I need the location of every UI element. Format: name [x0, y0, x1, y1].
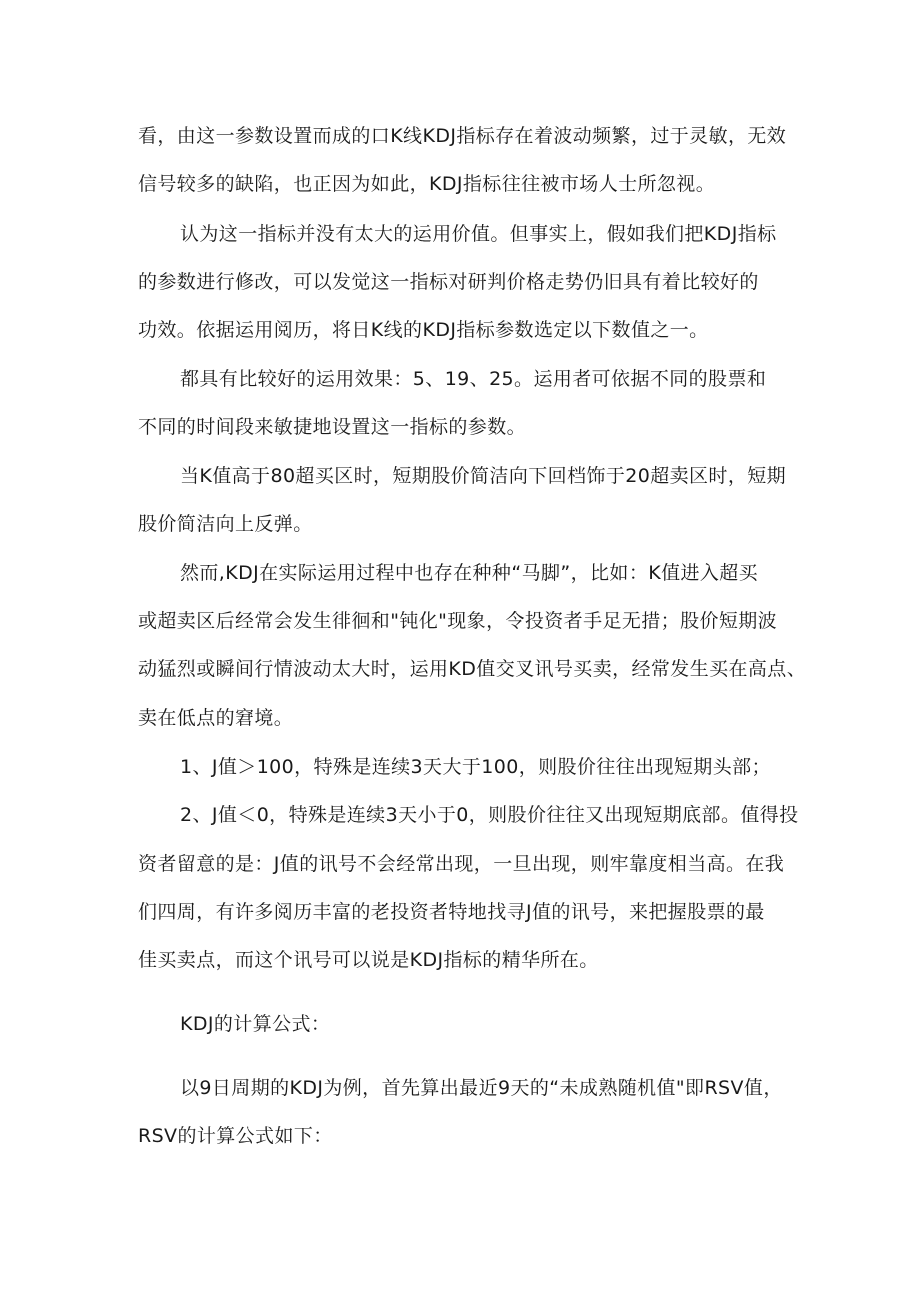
text-line-18: 佳买卖点，而这个讯号可以说是KDJ指标的精华所在。 [138, 949, 599, 971]
text-line-2: 信号较多的缺陷，也正因为如此，KDJ指标往往被市场人士所忽视。 [138, 173, 716, 195]
text-line-14: 1、J值＞100，特殊是连续3天大于100，则股价往往出现短期头部； [180, 756, 771, 778]
text-line-15: 2、J值＜0，特殊是连续3天小于0，则股价往往又出现短期底部。值得投 [180, 804, 799, 826]
text-line-11: 或超卖区后经常会发生徘徊和"钝化"现象，令投资者手足无措；股价短期波 [138, 610, 778, 632]
text-line-21: RSV的计算公式如下： [138, 1125, 333, 1147]
text-line-17: 们四周，有许多阅历丰富的老投资者特地找寻J值的讯号，来把握股票的最 [138, 901, 765, 923]
text-line-4: 的参数进行修改，可以发觉这一指标对研判价格走势仍旧具有着比较好的 [138, 271, 759, 293]
text-line-7: 不同的时间段来敏捷地设置这一指标的参数。 [138, 416, 527, 438]
text-line-13: 卖在低点的窘境。 [138, 707, 294, 729]
text-line-3: 认为这一指标并没有太大的运用价值。但事实上，假如我们把KDJ指标 [180, 223, 777, 245]
text-line-19: KDJ的计算公式： [180, 1013, 331, 1035]
text-line-12: 动猛烈或瞬间行情波动太大时，运用KD值交叉讯号买卖，经常发生买在高点、 [138, 658, 807, 680]
text-line-10: 然而,KDJ在实际运用过程中也存在种种“马脚”，比如：K值进入超买 [180, 562, 759, 584]
text-line-1: 看，由这一参数设置而成的口K线KDJ指标存在着波动频繁，过于灵敏，无效 [138, 125, 787, 147]
text-line-8: 当K值高于80超买区时，短期股价简洁向下回档饰于20超卖区时，短期 [180, 465, 787, 487]
text-line-9: 股价简洁向上反弹。 [138, 513, 313, 535]
text-line-5: 功效。依据运用阅历，将日K线的KDJ指标参数选定以下数值之一。 [138, 319, 709, 341]
text-line-16: 资者留意的是：J值的讯号不会经常出现，一旦出现，则牢靠度相当高。在我 [138, 853, 785, 875]
text-line-20: 以9日周期的KDJ为例，首先算出最近9天的“未成熟随机值"即RSV值， [180, 1077, 783, 1099]
text-line-6: 都具有比较好的运用效果：5、19、25。运用者可依据不同的股票和 [180, 368, 767, 390]
